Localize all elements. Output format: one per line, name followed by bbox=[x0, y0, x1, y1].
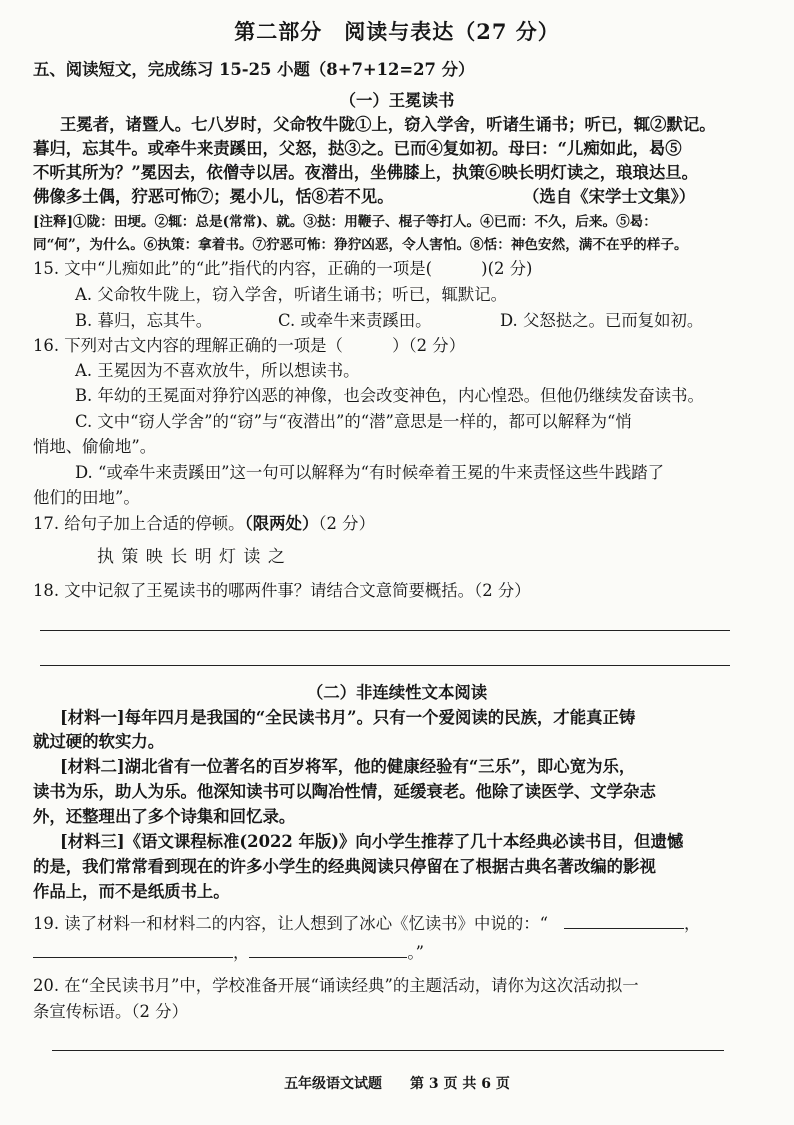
passage1-line-3: 不听其所为？”冕因去，依僧寺以居。夜潜出，坐佛膝上，执策⑥映长明灯读之，琅琅达旦。 bbox=[33, 163, 699, 182]
q19-comma: ， bbox=[683, 914, 701, 933]
q20-answer-line[interactable] bbox=[52, 1050, 724, 1051]
passage1-line-2: 暮归，忘其牛。或牵牛来责蹊田，父怒，挞③之。已而④复如初。母曰：“儿痴如此，曷⑤ bbox=[33, 139, 682, 158]
q16-option-b[interactable]: B. 年幼的王冕面对狰狞凶恶的神像，也会改变神色，内心惶恐。但他仍继续发奋读书。 bbox=[75, 386, 704, 405]
q17-stem-text: 17. 给句子加上合适的停顿。 bbox=[33, 514, 245, 533]
q19-blank-2[interactable] bbox=[33, 941, 233, 958]
q16-option-d-line-2[interactable]: 他们的田地”。 bbox=[33, 488, 140, 507]
q17-sentence: 执 策 映 长 明 灯 读 之 bbox=[97, 547, 286, 567]
q19-blank-1[interactable] bbox=[564, 912, 684, 929]
material3-line-3: 作品上，而不是纸质书上。 bbox=[33, 882, 230, 901]
q15-option-a[interactable]: A. 父命牧牛陇上，窃入学舍，听诸生诵书；听已，辄默记。 bbox=[75, 285, 508, 304]
q15-option-b[interactable]: B. 暮归，忘其牛。 bbox=[75, 311, 213, 330]
passage1-line-1: 王冕者，诸暨人。七八岁时，父命牧牛陇①上，窃入学舍，听诸生诵书；听已，辄②默记。 bbox=[60, 115, 716, 134]
material2-line-1: [材料二]湖北省有一位著名的百岁将军，他的健康经验有“三乐”，即心宽为乐， bbox=[60, 757, 636, 776]
q18-stem: 18. 文中记叙了王冕读书的哪两件事？请结合文意简要概括。（2 分） bbox=[33, 581, 531, 600]
q19-comma-2: ， bbox=[233, 943, 250, 962]
q20-stem-line-1: 20. 在“全民读书月”中，学校准备开展“诵读经典”的主题活动，请你为这次活动拟一 bbox=[33, 976, 639, 995]
passage1-notes-2: 同“何”，为什么。⑥执策：拿着书。⑦狞恶可怖：狰狞凶恶，令人害怕。⑧恬：神色安然，满不在乎的样子。 bbox=[33, 237, 688, 253]
material1-line-1: [材料一]每年四月是我国的“全民读书月”。只有一个爱阅读的民族，才能真正铸 bbox=[60, 708, 636, 727]
section-heading: 五、阅读短文，完成练习 15-25 小题（8+7+12=27 分） bbox=[33, 60, 475, 79]
q19-continuation bbox=[33, 941, 424, 965]
q20-stem-line-2: 条宣传标语。（2 分） bbox=[33, 1002, 188, 1021]
page-title: 第二部分 阅读与表达（27 分） bbox=[234, 19, 560, 44]
material1-line-2: 就过硬的软实力。 bbox=[33, 732, 165, 751]
material2-line-3: 外，还整理出了多个诗集和回忆录。 bbox=[33, 807, 296, 826]
q19-stem-line bbox=[33, 912, 700, 936]
q19-stem: 19. 读了材料一和材料二的内容，让人想到了冰心《忆读书》中说的：“ bbox=[33, 914, 548, 933]
q16-stem: 16. 下列对古文内容的理解正确的一项是（ ）（2 分） bbox=[33, 336, 466, 355]
q19-end: 。” bbox=[407, 943, 424, 962]
q15-stem: 15. 文中“儿痴如此”的“此”指代的内容，正确的一项是( )(2 分) bbox=[33, 259, 533, 278]
q17-stem bbox=[33, 512, 375, 536]
q17-score: （2 分） bbox=[318, 514, 375, 533]
q17-limit-note: （限两处） bbox=[244, 514, 319, 533]
material2-line-2: 读书为乐，助人为乐。他深知读书可以陶冶性情，延缓衰老。他除了读医学、文学杂志 bbox=[33, 782, 656, 801]
q19-blank-3[interactable] bbox=[249, 941, 407, 958]
passage1-source: （选自《宋学士文集》） bbox=[523, 187, 696, 206]
q16-option-a[interactable]: A. 王冕因为不喜欢放牛，所以想读书。 bbox=[75, 361, 360, 380]
passage2-title: （二）非连续性文本阅读 bbox=[306, 683, 488, 702]
page-footer: 五年级语文试题 第 3 页 共 6 页 bbox=[284, 1076, 510, 1092]
passage1-line-4: 佛像多土偶，狞恶可怖⑦；冕小儿，恬⑧若不见。 bbox=[33, 187, 394, 206]
passage1-title: （一）王冕读书 bbox=[339, 91, 455, 110]
q15-option-d[interactable]: D. 父怒挞之。已而复如初。 bbox=[500, 311, 704, 330]
q16-option-c-line-2[interactable]: 悄地、偷偷地”。 bbox=[33, 437, 157, 456]
q15-option-c[interactable]: C. 或牵牛来责蹊田。 bbox=[278, 311, 432, 330]
material3-line-2: 的是，我们常常看到现在的许多小学生的经典阅读只停留在了根据古典名著改编的影视 bbox=[33, 857, 656, 876]
passage1-notes-1: [注释]①陇：田埂。②辄：总是(常常)、就。③挞：用鞭子、棍子等打人。④已而：不久，后来。⑤曷： bbox=[33, 214, 657, 230]
q18-answer-line-1[interactable] bbox=[40, 630, 730, 631]
q18-answer-line-2[interactable] bbox=[40, 665, 730, 666]
material3-line-1: [材料三]《语文课程标准(2022 年版)》向小学生推荐了几十本经典必读书目，但遗憾 bbox=[60, 832, 684, 851]
q16-option-d-line-1[interactable]: D. “或牵牛来责蹊田”这一句可以解释为“有时候牵着王冕的牛来责怪这些牛践踏了 bbox=[75, 463, 665, 482]
q16-option-c-line-1[interactable]: C. 文中“窃人学舍”的“窃”与“夜潜出”的“潜”意思是一样的，都可以解释为“悄 bbox=[75, 412, 632, 431]
